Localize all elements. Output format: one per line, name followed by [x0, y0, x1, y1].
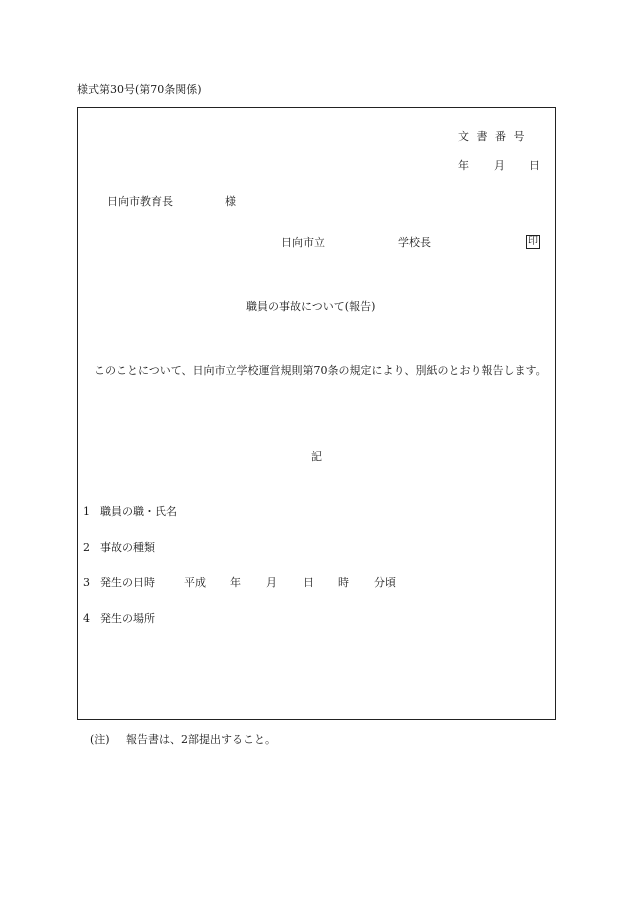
date-month-label: 月: [494, 159, 505, 172]
body-text: このことについて、日向市立学校運営規則第70条の規定により、別紙のとおり報告します。: [94, 364, 547, 377]
date-year-label: 年: [458, 159, 469, 172]
item-4-number: 4: [83, 612, 90, 625]
item-3-year: 年: [230, 576, 241, 589]
item-3-hour: 時: [338, 576, 349, 589]
note-prefix: (注): [90, 733, 110, 746]
sender-title: 学校長: [398, 236, 431, 249]
item-3-label: 発生の日時: [100, 576, 155, 589]
item-3-month: 月: [266, 576, 277, 589]
item-4-label: 発生の場所: [100, 612, 155, 625]
item-2-number: 2: [83, 541, 90, 554]
ki-heading: 記: [311, 450, 322, 463]
item-3-number: 3: [83, 576, 90, 589]
seal-mark: 印: [528, 236, 538, 247]
item-3-era: 平成: [184, 576, 206, 589]
addressee-name: 日向市教育長: [107, 195, 173, 208]
item-3-minute: 分頃: [374, 576, 396, 589]
note-text: 報告書は、2部提出すること。: [126, 733, 276, 746]
item-3-day: 日: [303, 576, 314, 589]
item-1-number: 1: [83, 505, 90, 518]
document-title: 職員の事故について(報告): [246, 300, 376, 313]
form-number: 様式第30号(第70条関係): [77, 83, 202, 96]
date-day-label: 日: [529, 159, 540, 172]
sender-city-school: 日向市立: [281, 236, 325, 249]
addressee-honorific: 様: [225, 195, 236, 208]
document-number-label: 文 書 番 号: [458, 130, 525, 143]
item-1-label: 職員の職・氏名: [100, 505, 177, 518]
item-2-label: 事故の種類: [100, 541, 155, 554]
